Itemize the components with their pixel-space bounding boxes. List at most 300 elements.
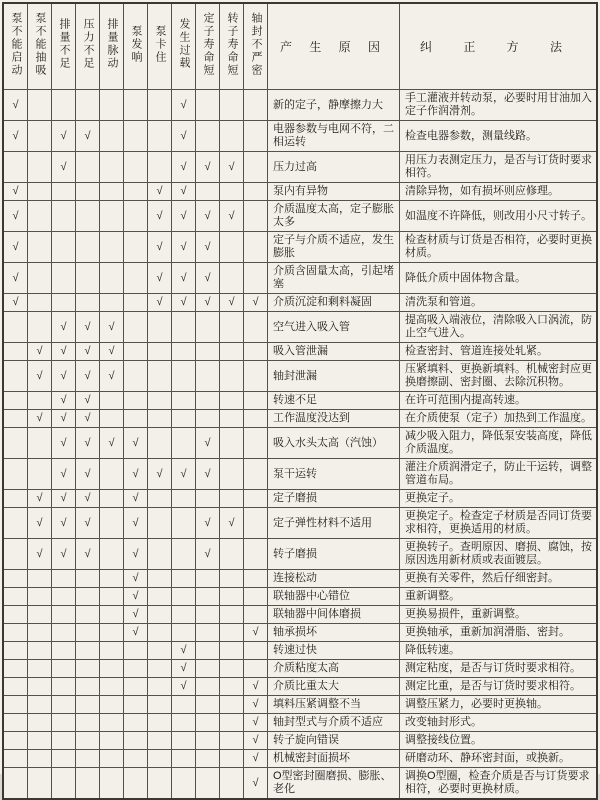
empty-check-cell xyxy=(172,750,196,768)
cause-cell: 轴封泄漏 xyxy=(268,361,400,392)
cause-cell: 转速过快 xyxy=(268,642,400,660)
empty-check-cell xyxy=(28,121,52,152)
empty-check-cell xyxy=(172,392,196,410)
checkmark-cell: √ xyxy=(52,343,76,361)
empty-check-cell xyxy=(100,152,124,183)
fix-cell: 调整压紧力，必要时更换轴。 xyxy=(400,696,598,714)
empty-check-cell xyxy=(196,410,220,428)
fix-cell: 降低转速。 xyxy=(400,642,598,660)
checkmark-cell: √ xyxy=(124,588,148,606)
empty-check-cell xyxy=(220,459,244,490)
checkmark-cell: √ xyxy=(244,696,268,714)
empty-check-cell xyxy=(172,539,196,570)
fix-cell: 更换有关零件，然后仔细密封。 xyxy=(400,570,598,588)
empty-check-cell xyxy=(124,312,148,343)
cause-cell: 机械密封面损坏 xyxy=(268,750,400,768)
symptom-column-header xyxy=(124,3,148,90)
checkmark-cell: √ xyxy=(76,410,100,428)
checkmark-cell: √ xyxy=(196,294,220,312)
empty-check-cell xyxy=(3,343,28,361)
empty-check-cell xyxy=(52,183,76,201)
empty-check-cell xyxy=(76,201,100,232)
empty-check-cell xyxy=(148,90,172,121)
empty-check-cell xyxy=(196,660,220,678)
empty-check-cell xyxy=(76,232,100,263)
empty-check-cell xyxy=(3,392,28,410)
empty-check-cell xyxy=(76,696,100,714)
cause-cell: 介质比重太大 xyxy=(268,678,400,696)
checkmark-cell: √ xyxy=(76,490,100,508)
empty-check-cell xyxy=(3,459,28,490)
empty-check-cell xyxy=(148,678,172,696)
table-row xyxy=(3,201,597,232)
empty-check-cell xyxy=(244,570,268,588)
checkmark-cell: √ xyxy=(124,508,148,539)
empty-check-cell xyxy=(28,201,52,232)
empty-check-cell xyxy=(124,750,148,768)
empty-check-cell xyxy=(148,343,172,361)
empty-check-cell xyxy=(244,588,268,606)
checkmark-cell: √ xyxy=(52,490,76,508)
fix-cell: 更换定子。检查定子材质是否同订货要求相符，更换适用的材质。 xyxy=(400,508,598,539)
empty-check-cell xyxy=(244,606,268,624)
empty-check-cell xyxy=(148,624,172,642)
checkmark-cell: √ xyxy=(220,508,244,539)
table-row xyxy=(3,732,597,750)
empty-check-cell xyxy=(124,294,148,312)
empty-check-cell xyxy=(196,570,220,588)
checkmark-cell: √ xyxy=(28,343,52,361)
checkmark-cell: √ xyxy=(172,152,196,183)
empty-check-cell xyxy=(52,732,76,750)
empty-check-cell xyxy=(220,428,244,459)
empty-check-cell xyxy=(124,696,148,714)
empty-check-cell xyxy=(172,714,196,732)
table-row xyxy=(3,459,597,490)
symptom-column-header xyxy=(76,3,100,90)
symptom-column-header xyxy=(3,3,28,90)
empty-check-cell xyxy=(148,508,172,539)
checkmark-cell: √ xyxy=(28,539,52,570)
symptom-column-label: 压力不足 xyxy=(82,18,93,70)
empty-check-cell xyxy=(220,588,244,606)
empty-check-cell xyxy=(28,750,52,768)
empty-check-cell xyxy=(124,90,148,121)
cause-cell: 压力过高 xyxy=(268,152,400,183)
empty-check-cell xyxy=(100,588,124,606)
empty-check-cell xyxy=(76,642,100,660)
empty-check-cell xyxy=(124,714,148,732)
symptom-column-label: 发生过载 xyxy=(178,18,189,70)
empty-check-cell xyxy=(52,232,76,263)
empty-check-cell xyxy=(76,90,100,121)
empty-check-cell xyxy=(3,410,28,428)
empty-check-cell xyxy=(100,660,124,678)
checkmark-cell: √ xyxy=(76,508,100,539)
symptom-column-header xyxy=(196,3,220,90)
empty-check-cell xyxy=(148,392,172,410)
empty-check-cell xyxy=(172,588,196,606)
empty-check-cell xyxy=(100,294,124,312)
cause-cell: 转子磨损 xyxy=(268,539,400,570)
table-row xyxy=(3,490,597,508)
checkmark-cell: √ xyxy=(172,201,196,232)
checkmark-cell: √ xyxy=(124,624,148,642)
empty-check-cell xyxy=(244,312,268,343)
checkmark-cell: √ xyxy=(124,570,148,588)
cause-cell: 轴承损坏 xyxy=(268,624,400,642)
cause-cell: 填料压紧调整不当 xyxy=(268,696,400,714)
table-row xyxy=(3,392,597,410)
empty-check-cell xyxy=(172,570,196,588)
empty-check-cell xyxy=(220,732,244,750)
empty-check-cell xyxy=(52,201,76,232)
symptom-column-label: 排量脉动 xyxy=(106,18,117,70)
empty-check-cell xyxy=(196,312,220,343)
empty-check-cell xyxy=(244,428,268,459)
fix-cell: 检查电器参数，测量线路。 xyxy=(400,121,598,152)
empty-check-cell xyxy=(148,732,172,750)
cause-cell: 定子弹性材料不适用 xyxy=(268,508,400,539)
empty-check-cell xyxy=(3,642,28,660)
empty-check-cell xyxy=(244,539,268,570)
empty-check-cell xyxy=(196,490,220,508)
empty-check-cell xyxy=(172,490,196,508)
checkmark-cell: √ xyxy=(3,232,28,263)
empty-check-cell xyxy=(3,660,28,678)
cause-cell: 联轴器中间体磨损 xyxy=(268,606,400,624)
pump-troubleshooting-table xyxy=(2,2,598,800)
fix-cell: 检查材质与订货是否相符，必要时更换材质。 xyxy=(400,232,598,263)
empty-check-cell xyxy=(76,183,100,201)
empty-check-cell xyxy=(100,490,124,508)
empty-check-cell xyxy=(196,750,220,768)
table-row xyxy=(3,606,597,624)
cause-cell: 轴封型式与介质不适应 xyxy=(268,714,400,732)
checkmark-cell: √ xyxy=(172,90,196,121)
empty-check-cell xyxy=(52,750,76,768)
symptom-column-label: 排量不足 xyxy=(58,18,69,70)
checkmark-cell: √ xyxy=(76,121,100,152)
checkmark-cell: √ xyxy=(172,660,196,678)
empty-check-cell xyxy=(100,624,124,642)
empty-check-cell xyxy=(148,714,172,732)
fix-cell: 调换O型圈，检查介质是否与订货要求相符，必要时更换材质。 xyxy=(400,768,598,800)
table-row xyxy=(3,232,597,263)
checkmark-cell: √ xyxy=(172,263,196,294)
empty-check-cell xyxy=(196,361,220,392)
empty-check-cell xyxy=(28,428,52,459)
symptom-column-header xyxy=(220,3,244,90)
table-row xyxy=(3,343,597,361)
empty-check-cell xyxy=(148,660,172,678)
empty-check-cell xyxy=(124,410,148,428)
empty-check-cell xyxy=(28,624,52,642)
empty-check-cell xyxy=(220,606,244,624)
cause-cell: 工作温度没达到 xyxy=(268,410,400,428)
empty-check-cell xyxy=(100,750,124,768)
empty-check-cell xyxy=(100,459,124,490)
empty-check-cell xyxy=(3,588,28,606)
empty-check-cell xyxy=(244,660,268,678)
empty-check-cell xyxy=(196,588,220,606)
empty-check-cell xyxy=(3,428,28,459)
empty-check-cell xyxy=(244,263,268,294)
table-row xyxy=(3,183,597,201)
checkmark-cell: √ xyxy=(148,459,172,490)
empty-check-cell xyxy=(3,732,28,750)
empty-check-cell xyxy=(28,714,52,732)
symptom-column-label: 泵不能抽吸 xyxy=(34,12,45,77)
checkmark-cell: √ xyxy=(3,183,28,201)
symptom-column-header xyxy=(100,3,124,90)
cause-cell: 转速不足 xyxy=(268,392,400,410)
empty-check-cell xyxy=(52,714,76,732)
empty-check-cell xyxy=(3,606,28,624)
empty-check-cell xyxy=(3,539,28,570)
empty-check-cell xyxy=(244,232,268,263)
symptom-column-label: 定子寿命短 xyxy=(202,12,213,77)
empty-check-cell xyxy=(172,312,196,343)
empty-check-cell xyxy=(148,750,172,768)
cause-cell: 介质含固量太高，引起堵塞 xyxy=(268,263,400,294)
empty-check-cell xyxy=(148,361,172,392)
checkmark-cell: √ xyxy=(28,410,52,428)
checkmark-cell: √ xyxy=(148,294,172,312)
checkmark-cell: √ xyxy=(52,539,76,570)
table-row xyxy=(3,660,597,678)
checkmark-cell: √ xyxy=(172,183,196,201)
fix-cell: 降低介质中固体物含量。 xyxy=(400,263,598,294)
empty-check-cell xyxy=(172,361,196,392)
empty-check-cell xyxy=(148,642,172,660)
empty-check-cell xyxy=(172,343,196,361)
checkmark-cell: √ xyxy=(52,428,76,459)
empty-check-cell xyxy=(220,714,244,732)
checkmark-cell: √ xyxy=(172,678,196,696)
empty-check-cell xyxy=(76,660,100,678)
empty-check-cell xyxy=(28,642,52,660)
empty-check-cell xyxy=(100,606,124,624)
table-row xyxy=(3,768,597,800)
empty-check-cell xyxy=(28,678,52,696)
empty-check-cell xyxy=(28,768,52,800)
empty-check-cell xyxy=(196,606,220,624)
table-row xyxy=(3,624,597,642)
cause-cell: 介质粘度太高 xyxy=(268,660,400,678)
empty-check-cell xyxy=(220,768,244,800)
fix-cell: 在许可范围内提高转速。 xyxy=(400,392,598,410)
checkmark-cell: √ xyxy=(52,361,76,392)
empty-check-cell xyxy=(100,714,124,732)
empty-check-cell xyxy=(196,121,220,152)
empty-check-cell xyxy=(244,183,268,201)
symptom-column-label: 转子寿命短 xyxy=(226,12,237,77)
empty-check-cell xyxy=(28,152,52,183)
symptom-column-label: 泵不能启动 xyxy=(10,12,21,77)
fix-column-header: 纠 正 方 法 xyxy=(400,3,598,90)
empty-check-cell xyxy=(76,606,100,624)
table-row xyxy=(3,642,597,660)
empty-check-cell xyxy=(244,152,268,183)
fix-cell: 清除异物，如有损坏则应修理。 xyxy=(400,183,598,201)
fix-cell: 重新调整。 xyxy=(400,588,598,606)
checkmark-cell: √ xyxy=(124,428,148,459)
table-row xyxy=(3,121,597,152)
empty-check-cell xyxy=(3,490,28,508)
checkmark-cell: √ xyxy=(148,263,172,294)
checkmark-cell: √ xyxy=(196,428,220,459)
checkmark-cell: √ xyxy=(172,642,196,660)
checkmark-cell: √ xyxy=(76,459,100,490)
empty-check-cell xyxy=(124,343,148,361)
empty-check-cell xyxy=(244,459,268,490)
empty-check-cell xyxy=(148,696,172,714)
empty-check-cell xyxy=(52,624,76,642)
empty-check-cell xyxy=(148,428,172,459)
empty-check-cell xyxy=(220,750,244,768)
empty-check-cell xyxy=(172,732,196,750)
checkmark-cell: √ xyxy=(3,201,28,232)
empty-check-cell xyxy=(148,152,172,183)
table-body xyxy=(3,90,597,800)
checkmark-cell: √ xyxy=(124,606,148,624)
empty-check-cell xyxy=(100,570,124,588)
empty-check-cell xyxy=(3,570,28,588)
checkmark-cell: √ xyxy=(196,508,220,539)
symptom-column-header xyxy=(28,3,52,90)
header-row xyxy=(3,3,597,90)
empty-check-cell xyxy=(52,263,76,294)
checkmark-cell: √ xyxy=(196,539,220,570)
empty-check-cell xyxy=(100,201,124,232)
fix-cell: 更换易损件，重新调整。 xyxy=(400,606,598,624)
symptom-column-header xyxy=(172,3,196,90)
table-row xyxy=(3,588,597,606)
cause-cell: 介质温度太高，定子膨胀太多 xyxy=(268,201,400,232)
checkmark-cell: √ xyxy=(100,428,124,459)
empty-check-cell xyxy=(3,312,28,343)
empty-check-cell xyxy=(220,121,244,152)
empty-check-cell xyxy=(148,588,172,606)
empty-check-cell xyxy=(52,606,76,624)
checkmark-cell: √ xyxy=(76,312,100,343)
checkmark-cell: √ xyxy=(3,90,28,121)
empty-check-cell xyxy=(220,660,244,678)
empty-check-cell xyxy=(100,183,124,201)
fix-cell: 压紧填料、更换新填料。机械密封应更换磨擦副、密封圈、去除沉积物。 xyxy=(400,361,598,392)
empty-check-cell xyxy=(148,570,172,588)
empty-check-cell xyxy=(52,678,76,696)
checkmark-cell: √ xyxy=(196,263,220,294)
empty-check-cell xyxy=(76,714,100,732)
fix-cell: 测定粘度，是否与订货时要求相符。 xyxy=(400,660,598,678)
empty-check-cell xyxy=(28,732,52,750)
fix-cell: 减少吸入阻力，降低泵安装高度，降低介质温度。 xyxy=(400,428,598,459)
checkmark-cell: √ xyxy=(76,361,100,392)
checkmark-cell: √ xyxy=(52,312,76,343)
empty-check-cell xyxy=(172,624,196,642)
empty-check-cell xyxy=(220,410,244,428)
empty-check-cell xyxy=(220,361,244,392)
empty-check-cell xyxy=(76,263,100,294)
empty-check-cell xyxy=(28,459,52,490)
empty-check-cell xyxy=(196,343,220,361)
table-row xyxy=(3,750,597,768)
empty-check-cell xyxy=(52,588,76,606)
empty-check-cell xyxy=(196,642,220,660)
empty-check-cell xyxy=(3,678,28,696)
checkmark-cell: √ xyxy=(196,232,220,263)
table-row xyxy=(3,152,597,183)
empty-check-cell xyxy=(124,392,148,410)
empty-check-cell xyxy=(100,232,124,263)
table-row xyxy=(3,714,597,732)
empty-check-cell xyxy=(220,343,244,361)
empty-check-cell xyxy=(220,570,244,588)
empty-check-cell xyxy=(3,768,28,800)
empty-check-cell xyxy=(196,714,220,732)
empty-check-cell xyxy=(124,263,148,294)
checkmark-cell: √ xyxy=(100,361,124,392)
fix-cell: 如温度不许降低，则改用小尺寸转子。 xyxy=(400,201,598,232)
empty-check-cell xyxy=(196,90,220,121)
empty-check-cell xyxy=(220,90,244,121)
empty-check-cell xyxy=(220,539,244,570)
checkmark-cell: √ xyxy=(76,343,100,361)
empty-check-cell xyxy=(148,606,172,624)
cause-cell: 泵内有异物 xyxy=(268,183,400,201)
empty-check-cell xyxy=(124,732,148,750)
empty-check-cell xyxy=(28,90,52,121)
cause-cell: 电器参数与电网不符，二相运转 xyxy=(268,121,400,152)
empty-check-cell xyxy=(220,678,244,696)
empty-check-cell xyxy=(76,570,100,588)
empty-check-cell xyxy=(148,410,172,428)
checkmark-cell: √ xyxy=(148,232,172,263)
empty-check-cell xyxy=(244,361,268,392)
empty-check-cell xyxy=(100,539,124,570)
symptom-column-header xyxy=(52,3,76,90)
checkmark-cell: √ xyxy=(52,152,76,183)
empty-check-cell xyxy=(28,392,52,410)
table-row xyxy=(3,570,597,588)
cause-cell: 吸入水头太高（汽蚀） xyxy=(268,428,400,459)
checkmark-cell: √ xyxy=(28,490,52,508)
checkmark-cell: √ xyxy=(244,768,268,800)
symptom-column-header xyxy=(148,3,172,90)
empty-check-cell xyxy=(196,678,220,696)
checkmark-cell: √ xyxy=(3,263,28,294)
cause-cell: 空气进入吸入管 xyxy=(268,312,400,343)
empty-check-cell xyxy=(100,392,124,410)
fix-cell: 灌注介质润滑定子，防止干运转，调整管道布局。 xyxy=(400,459,598,490)
empty-check-cell xyxy=(3,361,28,392)
checkmark-cell: √ xyxy=(52,392,76,410)
empty-check-cell xyxy=(52,570,76,588)
empty-check-cell xyxy=(196,624,220,642)
empty-check-cell xyxy=(124,232,148,263)
empty-check-cell xyxy=(172,606,196,624)
checkmark-cell: √ xyxy=(148,183,172,201)
table-row xyxy=(3,263,597,294)
empty-check-cell xyxy=(196,768,220,800)
empty-check-cell xyxy=(220,392,244,410)
fix-cell: 调整接线位置。 xyxy=(400,732,598,750)
checkmark-cell: √ xyxy=(196,459,220,490)
empty-check-cell xyxy=(220,696,244,714)
empty-check-cell xyxy=(196,392,220,410)
